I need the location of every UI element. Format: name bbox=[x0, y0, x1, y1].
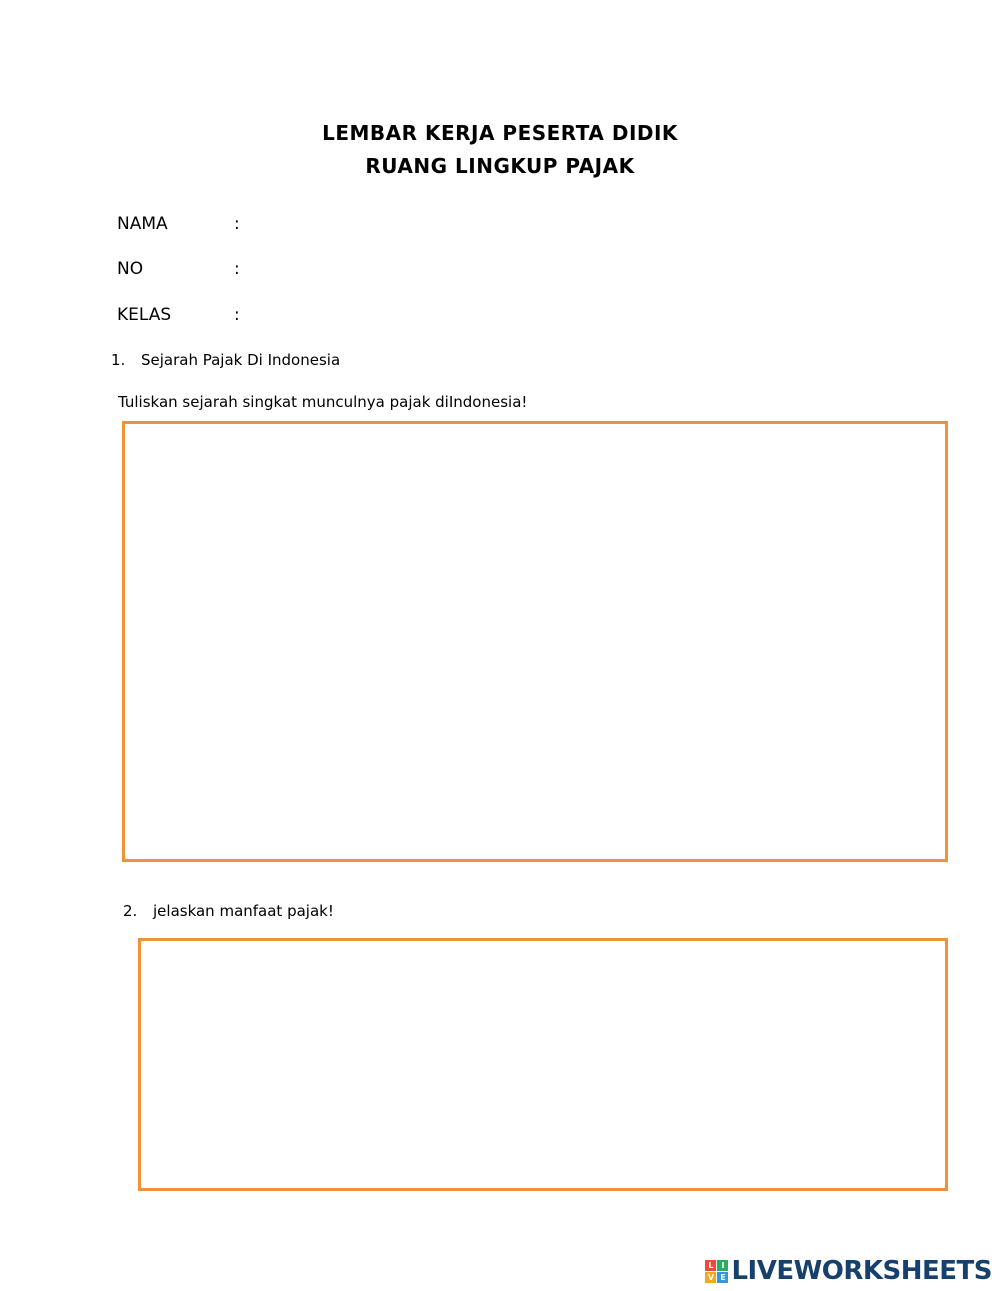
liveworksheets-logo bbox=[705, 1255, 992, 1287]
worksheet-title-line-1: LEMBAR KERJA PESERTA DIDIK bbox=[322, 121, 678, 145]
field-label-kelas: KELAS bbox=[117, 305, 172, 325]
field-colon-nama: : bbox=[234, 214, 240, 234]
logo-letter-e: E bbox=[717, 1272, 728, 1283]
question-1-instruction: Tuliskan sejarah singkat munculnya pajak diIndonesia! bbox=[118, 393, 528, 411]
question-1-number: 1. bbox=[111, 351, 126, 369]
question-1-text: Sejarah Pajak Di Indonesia bbox=[141, 351, 341, 369]
question-2-number: 2. bbox=[123, 902, 138, 920]
answer-box-1[interactable] bbox=[122, 421, 948, 862]
worksheet-title-line-2: RUANG LINGKUP PAJAK bbox=[365, 154, 635, 178]
logo-letter-l: L bbox=[705, 1260, 716, 1271]
logo-letter-v: V bbox=[705, 1272, 716, 1283]
liveworksheets-icon bbox=[705, 1260, 728, 1283]
liveworksheets-wordmark: LIVEWORKSHEETS bbox=[731, 1256, 992, 1286]
question-2-text: jelaskan manfaat pajak! bbox=[153, 902, 334, 920]
field-label-no: NO bbox=[117, 259, 144, 279]
answer-box-2[interactable] bbox=[138, 938, 948, 1191]
field-label-nama: NAMA bbox=[117, 214, 168, 234]
logo-letter-i: I bbox=[717, 1260, 728, 1271]
field-colon-no: : bbox=[234, 259, 240, 279]
field-colon-kelas: : bbox=[234, 305, 240, 325]
